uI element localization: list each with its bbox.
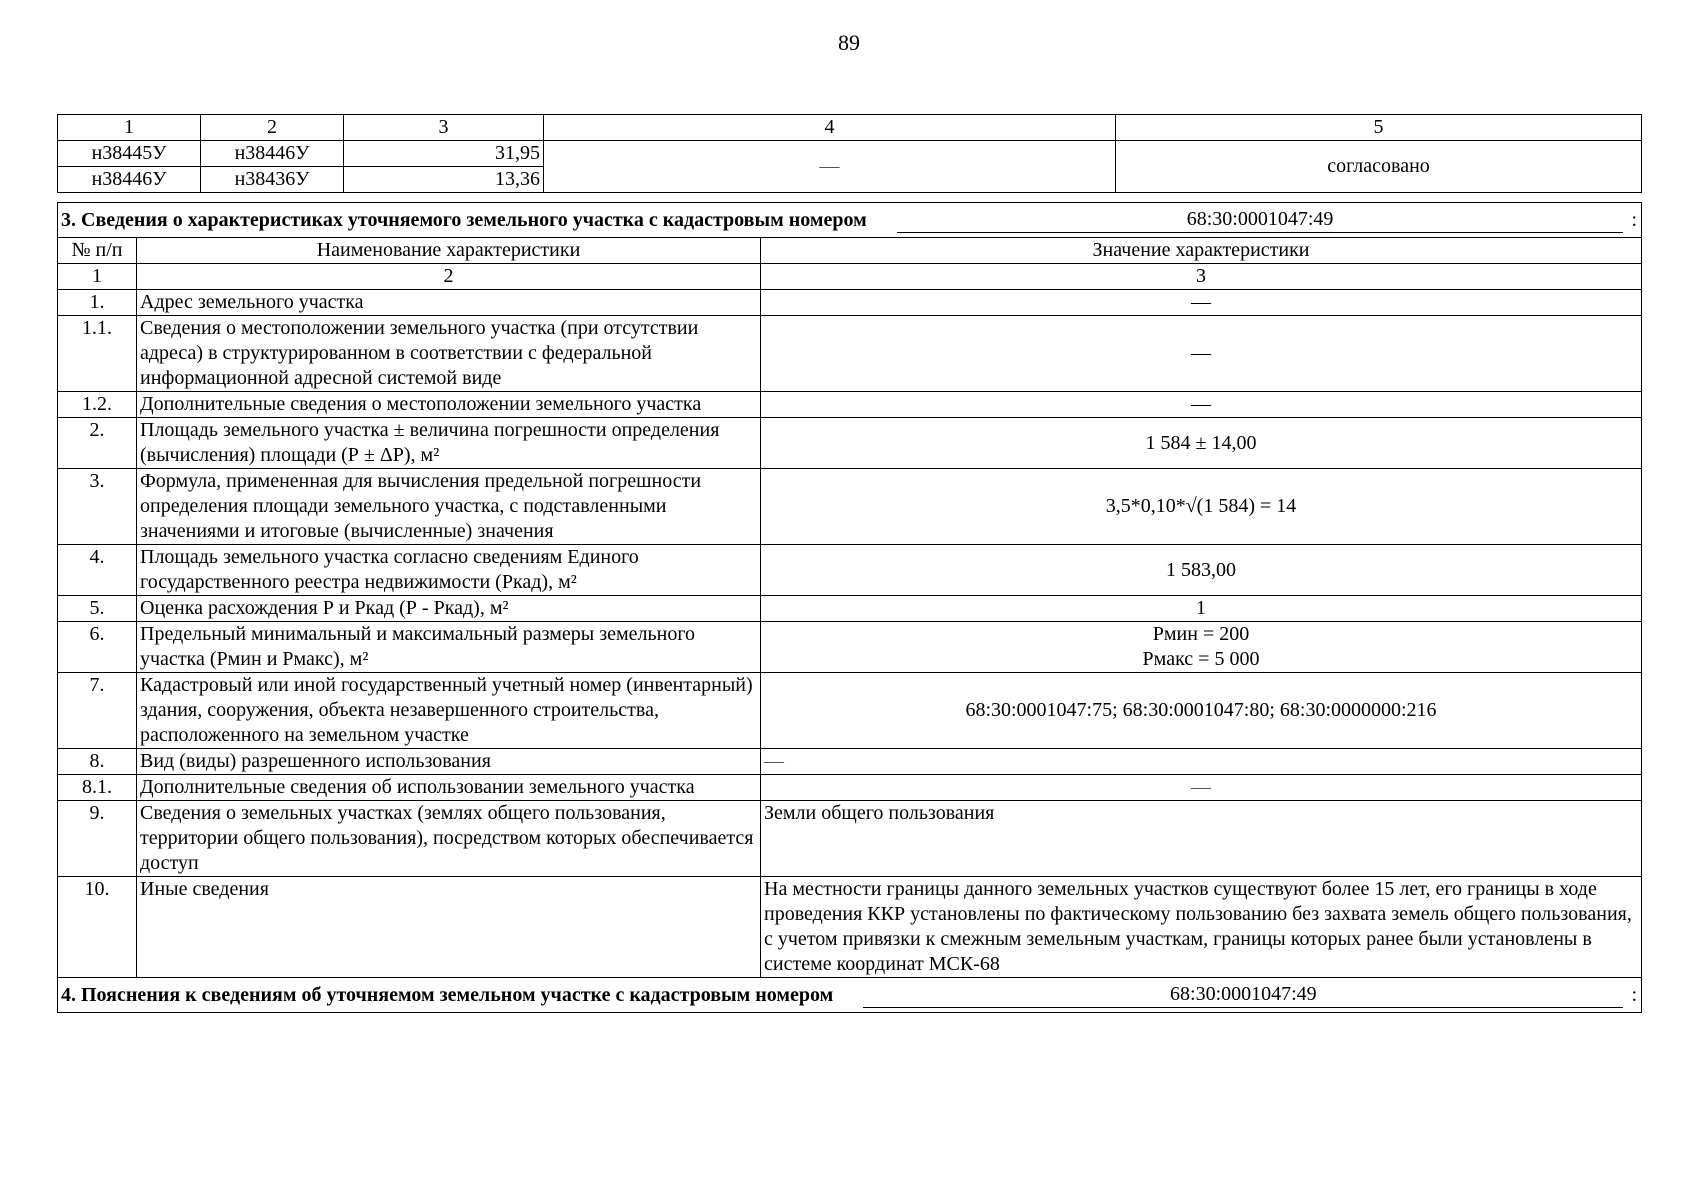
row-number: 9. [58,801,137,877]
row-value: 1 [761,596,1642,622]
row-number: 2. [58,418,137,469]
row-name: Предельный минимальный и максимальный размеры земельного участка (Рмин и Рмакс), м² [137,622,761,673]
row-value: — [761,392,1642,418]
row-number: 1.2. [58,392,137,418]
row-number: 4. [58,545,137,596]
column-number-row [58,264,1642,290]
row-name: Оценка расхождения Р и Ркад (Р - Ркад), м² [137,596,761,622]
row-value: — [761,775,1642,801]
column-header: 3 [344,115,544,141]
section-3-header [58,203,1642,238]
table-row [58,469,1642,545]
description-cell: — [544,141,1116,193]
row-name: Адрес земельного участка [137,290,761,316]
section-4-colon: : [1631,983,1637,1006]
row-value-min: Рмин = 200 [1152,623,1250,645]
row-value: — [761,316,1642,392]
row-value: — [761,749,1642,775]
section-4-cadastral-number: 68:30:0001047:49 [863,982,1623,1008]
row-value: — [761,290,1642,316]
table-row [58,673,1642,749]
row-name: Вид (виды) разрешенного использования [137,749,761,775]
section-4-title: 4. Пояснения к сведениям об уточняемом земельном участке с кадастровым номером [61,983,834,1006]
section-4-header [58,978,1642,1013]
point-to: н38446У [201,141,344,167]
table-header-row [58,238,1642,264]
row-name: Площадь земельного участка согласно сведениям Единого государственного реестра недвижимости (Ркад), м² [137,545,761,596]
row-value-max: Рмакс = 5 000 [1142,648,1260,670]
row-name: Кадастровый или иной государственный учетный номер (инвентарный) здания, сооружения, объекта незавершенного строительства, расположенного на земельном участке [137,673,761,749]
table-row [58,392,1642,418]
row-number: 1. [58,290,137,316]
row-value: Земли общего пользования [761,801,1642,877]
row-name: Сведения о местоположении земельного участка (при отсутствии адреса) в структурированном в соответствии с федеральной информационной адресной системой виде [137,316,761,392]
table-row [58,801,1642,877]
row-name: Сведения о земельных участках (землях общего пользования, территории общего пользования), посредством которых обеспечивается доступ [137,801,761,877]
segment-length: 31,95 [344,141,544,167]
table-row [58,775,1642,801]
boundary-table [57,114,1642,193]
row-number: 3. [58,469,137,545]
column-header-name: Наименование характеристики [137,238,761,264]
row-value: 1 584 ± 14,00 [761,418,1642,469]
row-value: 3,5*0,10*√(1 584) = 14 [761,469,1642,545]
section-3-cadastral-number: 68:30:0001047:49 [897,207,1624,233]
section-3-colon: : [1631,208,1637,231]
table-row [58,877,1642,978]
row-value: На местности границы данного земельных участков существуют более 15 лет, его границы в ходе проведения ККР установлены по фактическому пользованию без захвата земель общего пользования, с учетом привязки к смежным земельным участкам, границы которых ранее были установлены в системе координат МСК-68 [761,877,1642,978]
table-row [58,290,1642,316]
row-name: Дополнительные сведения о местоположении земельного участка [137,392,761,418]
table-header-row [58,115,1642,141]
section-3-title: 3. Сведения о характеристиках уточняемого земельного участка с кадастровым номером [61,208,867,231]
characteristics-table [57,202,1642,1013]
table-row [58,622,1642,673]
column-header: 2 [201,115,344,141]
row-number: 7. [58,673,137,749]
row-number: 10. [58,877,137,978]
column-header: 4 [544,115,1116,141]
row-value: 68:30:0001047:75; 68:30:0001047:80; 68:30:0000000:216 [761,673,1642,749]
agreement-status: согласовано [1116,141,1642,193]
row-name: Формула, примененная для вычисления предельной погрешности определения площади земельного участка, с подставленными значениями и итоговые (вычисленные) значения [137,469,761,545]
column-number: 2 [137,264,761,290]
table-row [58,749,1642,775]
point-from: н38445У [58,141,201,167]
row-number: 5. [58,596,137,622]
table-row [58,596,1642,622]
row-value [761,622,1642,673]
table-row [58,545,1642,596]
table-row [58,418,1642,469]
column-number: 3 [761,264,1642,290]
row-name: Площадь земельного участка ± величина погрешности определения (вычисления) площади (Р ± ΔР), м² [137,418,761,469]
page-number: 89 [838,30,860,55]
column-header: 1 [58,115,201,141]
column-number: 1 [58,264,137,290]
row-value: 1 583,00 [761,545,1642,596]
row-number: 1.1. [58,316,137,392]
row-number: 8. [58,749,137,775]
row-number: 8.1. [58,775,137,801]
point-to: н38436У [201,167,344,193]
table-row [58,316,1642,392]
row-name: Иные сведения [137,877,761,978]
row-name: Дополнительные сведения об использовании земельного участка [137,775,761,801]
column-header-value: Значение характеристики [761,238,1642,264]
table-row [58,141,1642,167]
column-header-number: № п/п [58,238,137,264]
segment-length: 13,36 [344,167,544,193]
point-from: н38446У [58,167,201,193]
column-header: 5 [1116,115,1642,141]
row-number: 6. [58,622,137,673]
